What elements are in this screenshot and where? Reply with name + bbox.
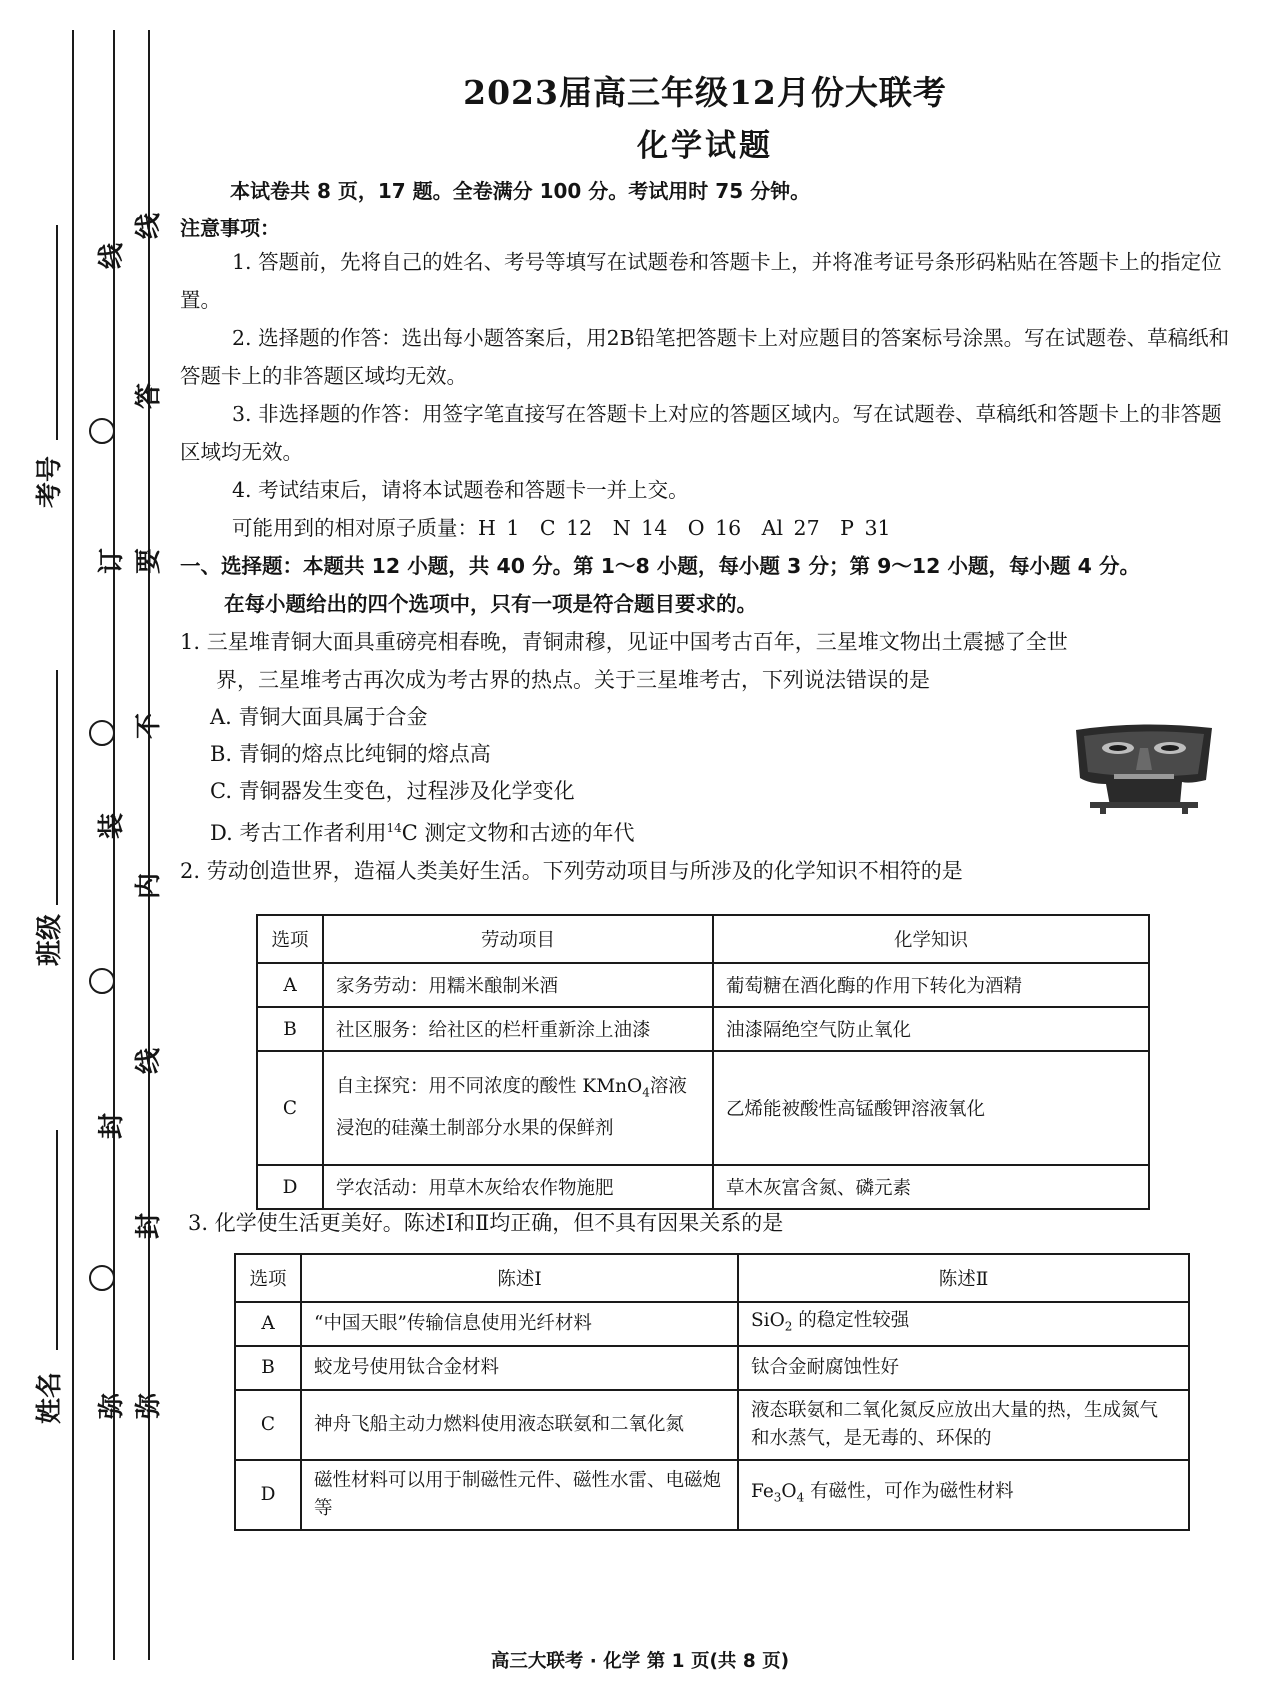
q1-option-a: A. 青铜大面具属于合金 [210,705,428,729]
header-labor-item: 劳动项目 [323,915,713,963]
atomic-masses: 可能用到的相对原子质量：H 1 C 12 N 14 O 16 Al 27 P 31 [232,516,891,540]
table-row [257,963,1149,1007]
row-option: D [235,1460,301,1530]
table-row [235,1390,1189,1460]
binding-char: 线 [97,243,127,270]
table-row [235,1302,1189,1346]
class-blank [56,670,58,905]
header-option: 选项 [235,1254,301,1302]
question-3-stem: 3. 化学使生活更美好。陈述Ⅰ和Ⅱ均正确，但不具有因果关系的是 [188,1211,784,1235]
question-1-stem: 1. 三星堆青铜大面具重磅亮相春晚，青铜肃穆，见证中国考古百年，三星堆文物出土震撼了全世 [180,630,1068,654]
section-heading: 一、选择题：本题共 12 小题，共 40 分。第 1～8 小题，每小题 3 分；第 9～12 小题，每小题 4 分。 [180,554,1141,578]
notice-item: 1. 答题前，先将自己的姓名、考号等填写在试题卷和答题卡上，并将准考证号条形码粘贴在答题卡上的指定位置。 [180,250,1222,312]
table-row [257,1165,1149,1209]
binding-char: 内 [134,873,164,900]
question-1-stem-cont: 界，三星堆考古再次成为考古界的热点。关于三星堆考古，下列说法错误的是 [216,668,930,692]
binding-margin [0,0,170,1705]
page-footer: 高三大联考 · 化学 第 1 页(共 8 页) [490,1651,790,1672]
exam-subject: 化学试题 [637,128,773,164]
row-knowledge: 油漆隔绝空气防止氧化 [713,1007,1149,1051]
row-option: B [235,1346,301,1390]
row-statement-1: 磁性材料可以用于制磁性元件、磁性水雷、电磁炮等 [301,1460,738,1530]
header-statement-1: 陈述Ⅰ [301,1254,738,1302]
binding-char: 弥 [134,1393,164,1420]
table-header-row [235,1254,1189,1302]
circle-mark [89,720,115,746]
circle-mark [89,418,115,444]
binding-char: 封 [134,1213,164,1240]
question-2-stem: 2. 劳动创造世界，造福人类美好生活。下列劳动项目与所涉及的化学知识不相符的是 [180,859,963,883]
row-statement-2: $Fe_3O_4$ 有磁性，可作为磁性材料 [738,1460,1189,1530]
notice-heading: 注意事项： [180,216,280,240]
notice-item: 4. 考试结束后，请将本试题卷和答题卡一并上交。 [232,478,689,502]
row-option: B [257,1007,323,1051]
binding-char: 封 [97,1113,127,1140]
q1-option-b: B. 青铜的熔点比纯铜的熔点高 [210,742,491,766]
q1-option-c: C. 青铜器发生变色，过程涉及化学变化 [210,779,575,803]
exam-no-blank [56,225,58,440]
binding-char: 要 [134,548,164,575]
row-statement-1: “中国天眼”传输信息使用光纤材料 [301,1302,738,1346]
row-item: 学农活动：用草木灰给农作物施肥 [323,1165,713,1209]
header-chem-knowledge: 化学知识 [713,915,1149,963]
row-knowledge: 葡萄糖在酒化酶的作用下转化为酒精 [713,963,1149,1007]
exam-title: 2023届高三年级12月份大联考 [463,73,947,112]
header-option: 选项 [257,915,323,963]
exam-no-label: 考号 [35,456,65,509]
binding-char: 装 [97,813,127,840]
row-option: D [257,1165,323,1209]
table-row [235,1346,1189,1390]
row-statement-1: 神舟飞船主动力燃料使用液态联氨和二氧化氮 [301,1390,738,1460]
name-blank [56,1130,58,1350]
question-2-table [256,914,1150,1210]
row-option: A [257,963,323,1007]
row-option: C [257,1051,323,1165]
class-label: 班级 [35,914,65,967]
binding-char: 线 [134,213,164,240]
table-header-row [257,915,1149,963]
row-knowledge: 草木灰富含氮、磷元素 [713,1165,1149,1209]
section-subheading: 在每小题给出的四个选项中，只有一项是符合题目要求的。 [224,592,757,616]
table-row [235,1460,1189,1530]
row-statement-1: 蛟龙号使用钛合金材料 [301,1346,738,1390]
row-option: C [235,1390,301,1460]
row-item: 社区服务：给社区的栏杆重新涂上油漆 [323,1007,713,1051]
name-label: 姓名 [35,1372,65,1425]
question-3-table [234,1253,1190,1531]
q1-option-d: D. 考古工作者利用$^{14}$C 测定文物和古迹的年代 [210,821,635,845]
bronze-mask-image [1070,722,1218,814]
row-option: A [235,1302,301,1346]
row-knowledge: 乙烯能被酸性高锰酸钾溶液氧化 [713,1051,1149,1165]
notice-item: 3. 非选择题的作答：用签字笔直接写在答题卡上对应的答题区域内。写在试题卷、草稿纸和答题卡上的非答题区域均无效。 [180,402,1222,464]
exam-info: 本试卷共 8 页，17 题。全卷满分 100 分。考试用时 75 分钟。 [230,179,811,203]
binding-char: 订 [97,548,127,575]
header-statement-2: 陈述Ⅱ [738,1254,1189,1302]
row-statement-2: 液态联氨和二氧化氮反应放出大量的热，生成氮气和水蒸气，是无毒的、环保的 [738,1390,1189,1460]
row-item: 自主探究：用不同浓度的酸性 KMnO$_4$溶液浸泡的硅藻土制部分水果的保鲜剂 [323,1051,713,1165]
binding-char: 不 [134,713,164,740]
binding-char: 弥 [97,1393,127,1420]
notice-item: 2. 选择题的作答：选出每小题答案后，用2B铅笔把答题卡上对应题目的答案标号涂黑。写在试题卷、草稿纸和答题卡上的非答题区域均无效。 [180,326,1230,388]
circle-mark [89,968,115,994]
row-statement-2: 钛合金耐腐蚀性好 [738,1346,1189,1390]
row-item: 家务劳动：用糯米酿制米酒 [323,963,713,1007]
table-row [257,1051,1149,1165]
binding-char: 线 [134,1048,164,1075]
table-row [257,1007,1149,1051]
row-statement-2: SiO$_2$ 的稳定性较强 [738,1302,1189,1346]
circle-mark [89,1265,115,1291]
binding-char: 答 [134,383,164,410]
